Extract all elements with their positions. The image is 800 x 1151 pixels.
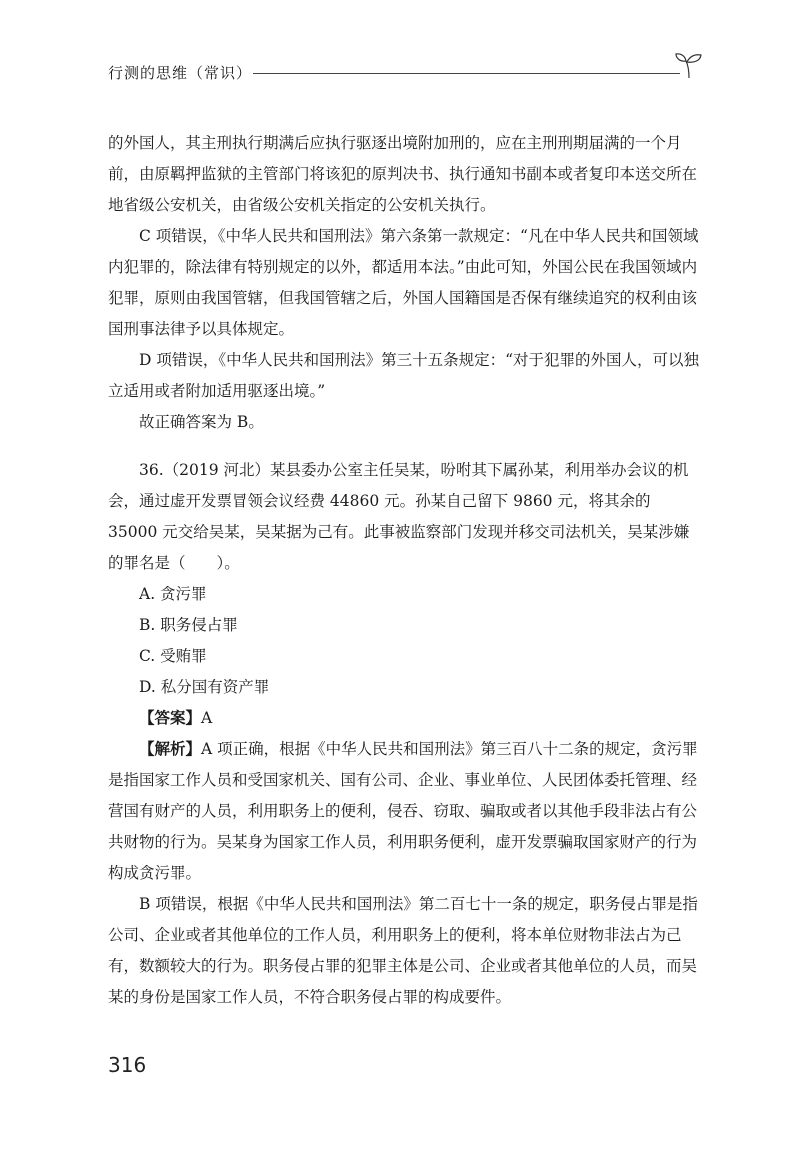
- question-text: 36.（2019 河北）某县委办公室主任吴某，吩咐其下属孙某，利用举办会议的机会，通过虚开发票冒领会议经费 44860 元。孙某自己留下 9860 元，将其余的 35000 元交给吴某，吴某据为己有。此事被监察部门发现并移交司法机关，吴某涉嫌的罪名是（ ）。: [108, 461, 690, 572]
- option-c: C. 受贿罪: [139, 647, 207, 665]
- conclusion: 故正确答案为 B。: [139, 413, 264, 431]
- page-number: 316: [108, 1053, 147, 1077]
- continued-paragraph: 的外国人，其主刑执行期满后应执行驱逐出境附加刑的，应在主刑刑期届满的一个月前，由原羁押监狱的主管部门将该犯的原判决书、执行通知书副本或者复印本送交所在地省级公安机关，由省级公安机关指定的公安机关执行。: [108, 134, 698, 214]
- option-d-explanation: D 项错误，《中华人民共和国刑法》第三十五条规定：“对于犯罪的外国人，可以独立适用或者附加适用驱逐出境。”: [108, 351, 700, 400]
- answer-label: 【答案】: [139, 709, 202, 727]
- option-d: D. 私分国有资产罪: [139, 678, 270, 696]
- answer-value: A: [201, 709, 213, 727]
- analysis-a-text: A 项正确，根据《中华人民共和国刑法》第三百八十二条的规定，贪污罪是指国家工作人员和受国家机关、国有公司、企业、事业单位、人民团体委托管理、经营国有财产的人员，利用职务上的便利，侵吞、窃取、骗取或者以其他手段非法占有公共财物的行为。吴某身为国家工作人员，利用职务便利，虚开发票骗取国家财产的行为构成贪污罪。: [108, 740, 698, 882]
- header-rule: [253, 73, 680, 74]
- analysis-a: [108, 734, 702, 889]
- running-header-title: 行测的思维（常识）: [108, 64, 253, 82]
- option-b: B. 职务侵占罪: [139, 616, 238, 634]
- option-c-explanation: C 项错误，《中华人民共和国刑法》第六条第一款规定：“凡在中华人民共和国领域内犯罪的，除法律有特别规定的以外，都适用本法。”由此可知，外国公民在我国领域内犯罪，原则由我国管辖，但我国管辖之后，外国人国籍国是否保有继续追究的权利由该国刑事法律予以具体规定。: [108, 227, 699, 338]
- answer-line: [108, 703, 702, 734]
- sprout-icon: [674, 50, 704, 80]
- option-a: A. 贪污罪: [139, 585, 207, 603]
- analysis-b: B 项错误，根据《中华人民共和国刑法》第二百七十一条的规定，职务侵占罪是指公司、企业或者其他单位的工作人员，利用职务上的便利，将本单位财物非法占为己有，数额较大的行为。职务侵占罪的犯罪主体是公司、企业或者其他单位的人员，而吴某的身份是国家工作人员，不符合职务侵占罪的构成要件。: [108, 895, 698, 1006]
- page-content: [108, 128, 702, 1013]
- analysis-label: 【解析】: [139, 740, 202, 758]
- running-header: [108, 56, 698, 86]
